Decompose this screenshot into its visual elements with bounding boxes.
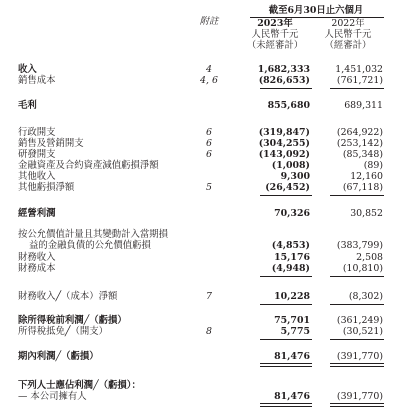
col-2023-status: （未經審計） [246,40,304,51]
rule [330,304,384,305]
revenue-note: 4 [206,64,212,75]
double-rule [330,403,384,407]
period-profit-label: 期內利潤╱（虧損） [18,351,99,362]
finance-income-2023: 15,176 [274,252,310,263]
net-finance-2023: 10,228 [274,291,310,302]
col-2022-year: 2022年 [331,18,365,29]
revenue-label: 收入 [18,64,37,75]
owners-label: — 本公司擁有人 [18,391,87,402]
other-income-2022: 12,160 [350,171,383,182]
double-rule [330,363,384,367]
col-2022-status: （經審計） [324,40,372,51]
period-header: 截至6月30日止六個月 [268,5,364,16]
other-losses-2022: (67,118) [342,182,383,193]
tax-note: 8 [206,326,212,337]
gross-profit-2023: 855,680 [267,100,310,111]
rule [260,339,312,340]
operating-profit-2022: 30,852 [350,208,383,219]
owners-2022: (391,770) [336,391,383,402]
revenue-2022: 1,451,032 [335,64,383,75]
operating-profit-label: 經營利潤 [18,208,56,219]
pbt-2022: (361,249) [336,315,383,326]
fvpl-2023: (4,853) [271,240,310,251]
col-2023-year: 2023年 [257,18,293,29]
fvpl-label-line2: 益的金融負債的公允價值虧損 [29,240,151,251]
gross-profit-label: 毛利 [18,100,37,111]
pbt-label: 除所得稅前利潤╱（虧損） [18,315,127,326]
period-profit-2022: (391,770) [336,351,383,362]
double-rule [260,403,312,407]
revenue-2023: 1,682,333 [257,64,310,75]
tax-2022: (30,521) [342,326,383,337]
other-income-2023: 9,300 [280,171,310,182]
rule [330,276,384,277]
other-losses-label: 其他虧損淨額 [18,182,75,193]
net-finance-2022: (8,302) [348,291,383,302]
rnd-expenses-2022: (85,348) [342,149,383,160]
other-income-label: 其他收入 [18,171,56,182]
rule [260,88,312,89]
col-2023-unit: 人民幣千元 [251,29,299,40]
cost-of-sales-note: 4, 6 [200,75,218,86]
rule [260,276,312,277]
rule [330,195,384,196]
impairment-2022: (89) [363,160,383,171]
note-column-header: 附註 [199,16,219,27]
admin-expenses-note: 6 [206,127,212,138]
fvpl-label-line1: 按公允價值計量且其變動計入當期損 [18,229,169,240]
other-losses-2023: (26,452) [265,182,310,193]
admin-expenses-2023: (319,847) [258,127,310,138]
selling-expenses-2022: (253,142) [336,138,383,149]
selling-expenses-label: 銷售及營銷開支 [18,138,84,149]
rule [330,339,384,340]
rule [260,304,312,305]
finance-costs-label: 財務成本 [18,263,56,274]
rnd-expenses-label: 研發開支 [18,149,56,160]
cost-of-sales-2022: (761,721) [336,75,383,86]
rule [260,195,312,196]
gross-profit-2022: 689,311 [344,100,383,111]
finance-costs-2022: (10,810) [342,263,383,274]
owners-2023: 81,476 [274,391,310,402]
operating-profit-2023: 70,326 [274,208,310,219]
col-2022-unit: 人民幣千元 [324,29,372,40]
rnd-expenses-note: 6 [206,149,212,160]
selling-expenses-note: 6 [206,138,212,149]
fvpl-2022: (383,799) [336,240,383,251]
rule [330,88,384,89]
net-finance-label: 財務收入╱（成本）淨額 [18,291,118,302]
finance-costs-2023: (4,948) [271,263,310,274]
pbt-2023: 75,701 [274,315,310,326]
impairment-label: 金融資產及合約資產減值虧損淨額 [18,160,159,171]
other-losses-note: 5 [206,182,212,193]
cost-of-sales-label: 銷售成本 [18,75,56,86]
rnd-expenses-2023: (143,092) [258,149,310,160]
finance-income-label: 財務收入 [18,252,56,263]
attributable-label: 下列人士應佔利潤╱（虧損）： [18,380,141,391]
admin-expenses-2022: (264,922) [336,127,383,138]
tax-label: 所得稅抵免╱（開支） [18,326,109,337]
period-profit-2023: 81,476 [274,351,310,362]
finance-income-2022: 2,508 [356,252,383,263]
tax-2023: 5,775 [280,326,310,337]
impairment-2023: (1,008) [271,160,310,171]
cost-of-sales-2023: (826,653) [258,75,310,86]
admin-expenses-label: 行政開支 [18,127,56,138]
net-finance-note: 7 [206,291,212,302]
selling-expenses-2023: (304,255) [258,138,310,149]
double-rule [260,363,312,367]
